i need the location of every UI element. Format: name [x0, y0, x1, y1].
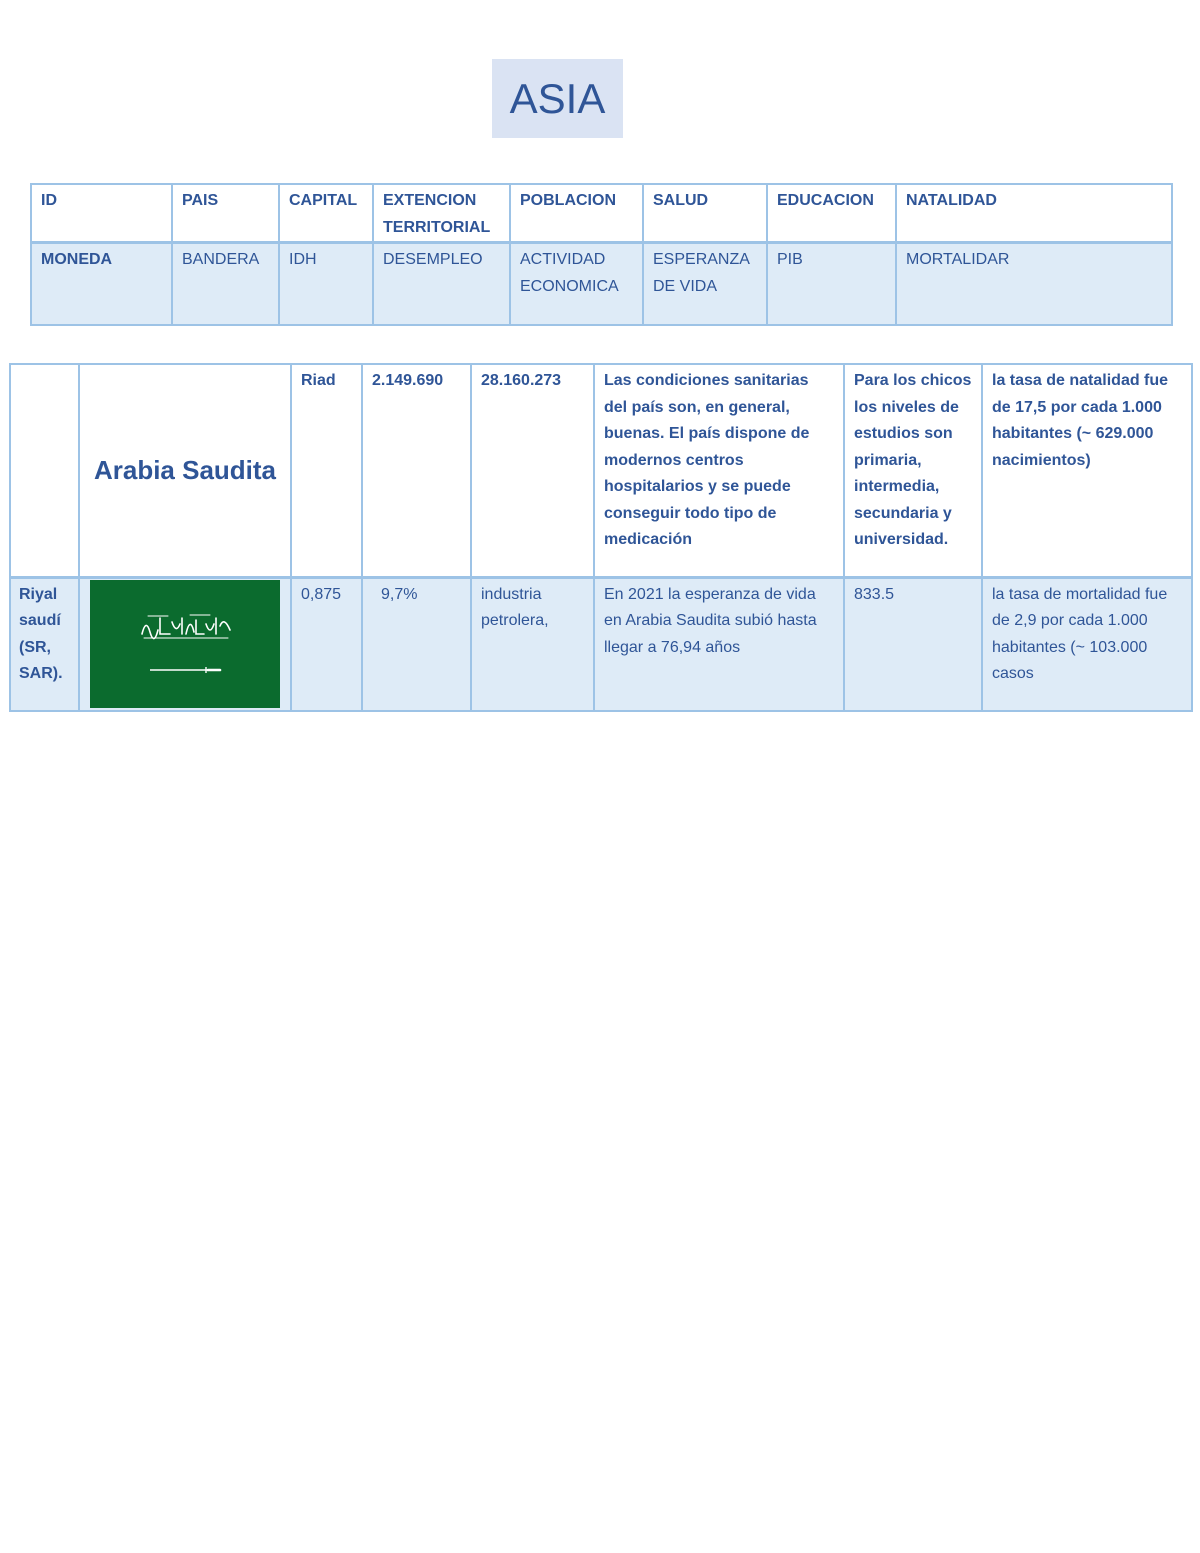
legend-second-row	[31, 243, 1172, 325]
territory-cell: 2.149.690	[362, 364, 471, 577]
education-cell: Para los chicos los niveles de estudios son primaria, intermedia, secundaria y universidad.	[844, 364, 982, 577]
legend-cell-id: ID	[31, 184, 172, 243]
legend-cell-bandera: BANDERA	[172, 243, 279, 325]
legend-cell-mortalidar: MORTALIDAR	[896, 243, 1172, 325]
legend-cell-pib: PIB	[767, 243, 896, 325]
legend-cell-desempleo: DESEMPLEO	[373, 243, 510, 325]
legend-cell-educacion: EDUCACION	[767, 184, 896, 243]
legend-cell-actividad: ACTIVIDAD ECONOMICA	[510, 243, 643, 325]
legend-cell-salud: SALUD	[643, 184, 767, 243]
flag-cell	[79, 577, 291, 711]
country-data-table	[9, 363, 1193, 712]
legend-cell-esperanza: ESPERANZA DE VIDA	[643, 243, 767, 325]
shahada-script-icon	[140, 612, 232, 640]
economic-activity-cell: industria petrolera,	[471, 577, 594, 711]
country-name: Arabia Saudita	[79, 364, 291, 577]
table-row	[10, 577, 1192, 711]
id-cell	[10, 364, 79, 577]
health-cell: Las condiciones sanitarias del país son, en general, buenas. El país dispone de modernos centros hospitalarios y se puede conseguir todo tipo de medicación	[594, 364, 844, 577]
legend-cell-extencion: EXTENCION TERRITORIAL	[373, 184, 510, 243]
table-row	[10, 364, 1192, 577]
life-expectancy-cell: En 2021 la esperanza de vida en Arabia Saudita subió hasta llegar a 76,94 años	[594, 577, 844, 711]
legend-cell-natalidad: NATALIDAD	[896, 184, 1172, 243]
unemployment-cell: 9,7%	[362, 577, 471, 711]
legend-cell-capital: CAPITAL	[279, 184, 373, 243]
birth-rate-cell: la tasa de natalidad fue de 17,5 por cada 1.000 habitantes (~ 629.000 nacimientos)	[982, 364, 1192, 577]
legend-table	[30, 183, 1173, 326]
currency-cell: Riyal saudí (SR, SAR).	[10, 577, 79, 711]
legend-cell-pais: PAIS	[172, 184, 279, 243]
legend-cell-moneda: MONEDA	[31, 243, 172, 325]
saudi-arabia-flag-icon	[90, 580, 280, 708]
legend-cell-poblacion: POBLACION	[510, 184, 643, 243]
hdi-cell: 0,875	[291, 577, 362, 711]
capital-cell: Riad	[291, 364, 362, 577]
legend-cell-idh: IDH	[279, 243, 373, 325]
page-title: ASIA	[492, 59, 623, 138]
sword-icon	[148, 666, 224, 674]
gdp-cell: 833.5	[844, 577, 982, 711]
mortality-cell: la tasa de mortalidad fue de 2,9 por cada 1.000 habitantes (~ 103.000 casos	[982, 577, 1192, 711]
population-cell: 28.160.273	[471, 364, 594, 577]
legend-header-row	[31, 184, 1172, 243]
